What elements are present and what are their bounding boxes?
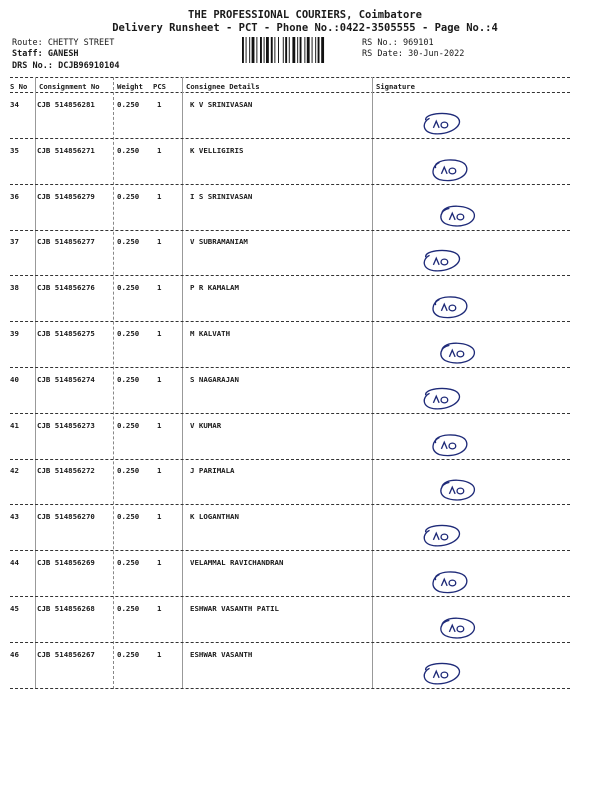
row-pcs: 1	[157, 512, 162, 522]
row-separator	[10, 550, 570, 551]
row-sno: 40	[10, 374, 19, 384]
barcode-bar	[318, 37, 320, 63]
row-sno: 38	[10, 283, 19, 293]
barcode-bar	[271, 37, 273, 63]
barcode-bar	[242, 37, 244, 63]
row-separator	[10, 138, 570, 139]
signature-icon	[428, 431, 472, 461]
signature-icon	[436, 202, 480, 232]
row-separator	[10, 275, 570, 276]
rs-no-label: RS No.:	[362, 38, 398, 48]
row-separator	[10, 367, 570, 368]
col-pcs: PCS	[153, 82, 166, 91]
row-consignee: V KUMAR	[190, 420, 222, 430]
signature-initials	[449, 625, 463, 632]
signature-icon	[428, 156, 472, 186]
row-consignee: I S SRINIVASAN	[190, 191, 253, 201]
col-signature: Signature	[376, 82, 415, 91]
row-sno: 41	[10, 420, 19, 430]
row-weight: 0.250	[117, 329, 140, 338]
barcode-bar	[252, 37, 255, 63]
row-consignment-no: CJB 514856271	[37, 145, 95, 155]
row-consignment-no: CJB 514856276	[37, 283, 95, 293]
row-consignment-no: CJB 514856275	[37, 329, 95, 338]
signature-icon	[436, 476, 480, 506]
row-pcs: 1	[157, 374, 162, 384]
signature-initials	[449, 350, 463, 357]
signature-icon	[436, 339, 480, 369]
row-separator	[10, 230, 570, 231]
row-consignment-no: CJB 514856268	[37, 603, 95, 613]
row-separator	[10, 504, 570, 505]
row-consignee: P R KAMALAM	[190, 283, 239, 293]
row-consignee: ESHWAR VASANTH	[190, 649, 253, 659]
row-consignment-no: CJB 514856281	[37, 100, 95, 109]
col-consignment: Consignment No	[39, 82, 100, 91]
row-weight: 0.250	[117, 145, 140, 155]
signature-icon	[428, 293, 472, 323]
drs-line	[12, 61, 120, 71]
signature-initials	[441, 442, 455, 449]
row-pcs: 1	[157, 191, 162, 201]
row-sno: 45	[10, 603, 19, 613]
row-consignment-no: CJB 514856269	[37, 558, 95, 567]
barcode-bar	[285, 37, 287, 63]
column-divider	[35, 77, 36, 689]
barcode-bar	[246, 37, 247, 63]
row-weight: 0.250	[117, 649, 140, 659]
row-consignee: M KALVATH	[190, 329, 231, 338]
row-pcs: 1	[157, 329, 162, 338]
row-weight: 0.250	[117, 191, 140, 201]
signature-initials	[433, 533, 447, 540]
signature-initials	[433, 396, 447, 403]
barcode-bar	[321, 37, 324, 63]
row-weight: 0.250	[117, 283, 140, 293]
row-separator	[10, 459, 570, 460]
barcode-bar	[249, 37, 250, 63]
row-separator	[10, 184, 570, 185]
col-sno: S No	[10, 82, 28, 91]
barcode-bar	[315, 37, 316, 63]
row-separator	[10, 596, 570, 597]
row-pcs: 1	[157, 466, 162, 476]
row-sno: 39	[10, 329, 19, 338]
row-consignee: K VELLIGIRIS	[190, 145, 244, 155]
col-weight: Weight	[117, 82, 143, 91]
rs-no-value: 969101	[402, 38, 434, 48]
barcode-bar	[297, 37, 298, 63]
row-consignment-no: CJB 514856272	[37, 466, 95, 476]
page-title: THE PROFESSIONAL COURIERS, Coimbatore	[188, 9, 422, 21]
row-pcs: 1	[157, 649, 162, 659]
row-separator	[10, 642, 570, 643]
row-sno: 42	[10, 466, 19, 476]
signature-icon	[420, 247, 464, 277]
route-line	[12, 38, 114, 48]
header-bottom-rule	[10, 92, 570, 93]
barcode-bar	[274, 37, 275, 63]
signature-loop	[433, 572, 467, 593]
barcode-bar	[278, 37, 279, 63]
signature-initials	[449, 213, 463, 220]
barcode-icon	[242, 37, 350, 63]
row-sno: 46	[10, 649, 19, 659]
page-subtitle: Delivery Runsheet - PCT - Phone No.:0422-3505555 - Page No.:4	[112, 22, 498, 34]
barcode-bar	[307, 37, 310, 63]
route-value: CHETTY STREET	[47, 38, 115, 48]
route-label: Route:	[12, 38, 43, 48]
barcode-bar	[264, 37, 265, 63]
signature-icon	[420, 110, 464, 140]
row-consignment-no: CJB 514856274	[37, 374, 95, 384]
signature-icon	[420, 660, 464, 690]
signature-initials	[441, 304, 455, 311]
row-weight: 0.250	[117, 100, 140, 109]
signature-initials	[433, 121, 447, 128]
col-consignee: Consignee Details	[186, 82, 260, 91]
signature-icon	[420, 522, 464, 552]
row-consignment-no: CJB 514856270	[37, 512, 95, 522]
barcode-bar	[289, 37, 290, 63]
barcode-bar	[304, 37, 305, 63]
row-consignee: VELAMMAL RAVICHANDRAN	[190, 558, 284, 567]
row-consignment-no: CJB 514856277	[37, 237, 95, 247]
row-pcs: 1	[157, 420, 162, 430]
barcode-bar	[312, 37, 313, 63]
row-weight: 0.250	[117, 374, 140, 384]
rs-no-line	[362, 38, 434, 48]
row-separator	[10, 321, 570, 322]
barcode-bar	[292, 37, 295, 63]
drs-value: DCJB96910104	[58, 61, 120, 71]
staff-line	[12, 49, 79, 59]
barcode-bar	[256, 37, 257, 63]
row-consignee: V SUBRAMANIAM	[190, 237, 248, 247]
signature-icon	[428, 568, 472, 598]
row-consignee: K LOGANTHAN	[190, 512, 239, 522]
signature-icon	[436, 614, 480, 644]
row-separator	[10, 413, 570, 414]
column-divider	[372, 77, 373, 689]
row-weight: 0.250	[117, 420, 140, 430]
row-weight: 0.250	[117, 237, 140, 247]
row-pcs: 1	[157, 283, 162, 293]
row-pcs: 1	[157, 558, 162, 567]
drs-label: DRS No.:	[12, 61, 53, 71]
row-consignee: K V SRINIVASAN	[190, 100, 253, 109]
barcode-bar	[260, 37, 262, 63]
barcode-bar	[266, 37, 269, 63]
row-sno: 34	[10, 100, 19, 109]
staff-value: GANESH	[47, 49, 79, 59]
signature-loop	[433, 435, 467, 456]
row-sno: 36	[10, 191, 19, 201]
column-divider	[113, 77, 114, 689]
rs-date-line	[362, 49, 464, 59]
row-pcs: 1	[157, 603, 162, 613]
row-separator	[10, 688, 570, 689]
barcode-bar	[300, 37, 302, 63]
row-sno: 35	[10, 145, 19, 155]
row-consignee: J PARIMALA	[190, 466, 235, 476]
row-sno: 43	[10, 512, 19, 522]
signature-initials	[441, 579, 455, 586]
rs-date-label: RS Date:	[362, 49, 403, 59]
row-weight: 0.250	[117, 558, 140, 567]
barcode-bar	[283, 37, 284, 63]
row-pcs: 1	[157, 100, 162, 109]
row-sno: 37	[10, 237, 19, 247]
row-consignee: ESHWAR VASANTH PATIL	[190, 603, 279, 613]
row-weight: 0.250	[117, 603, 140, 613]
signature-initials	[441, 167, 455, 174]
signature-initials	[449, 488, 463, 495]
row-consignment-no: CJB 514856267	[37, 649, 95, 659]
signature-initials	[433, 671, 447, 678]
rs-date-value: 30-Jun-2022	[408, 49, 465, 59]
signature-icon	[420, 385, 464, 415]
signature-initials	[433, 259, 447, 266]
signature-loop	[433, 160, 467, 181]
row-consignee: S NAGARAJAN	[190, 374, 239, 384]
column-divider	[182, 77, 183, 689]
signature-loop	[433, 297, 467, 318]
row-sno: 44	[10, 558, 19, 567]
row-weight: 0.250	[117, 466, 140, 476]
row-consignment-no: CJB 514856279	[37, 191, 95, 201]
row-pcs: 1	[157, 237, 162, 247]
row-consignment-no: CJB 514856273	[37, 420, 95, 430]
header-top-rule	[10, 77, 570, 78]
staff-label: Staff:	[12, 49, 43, 59]
row-pcs: 1	[157, 145, 162, 155]
row-weight: 0.250	[117, 512, 140, 522]
